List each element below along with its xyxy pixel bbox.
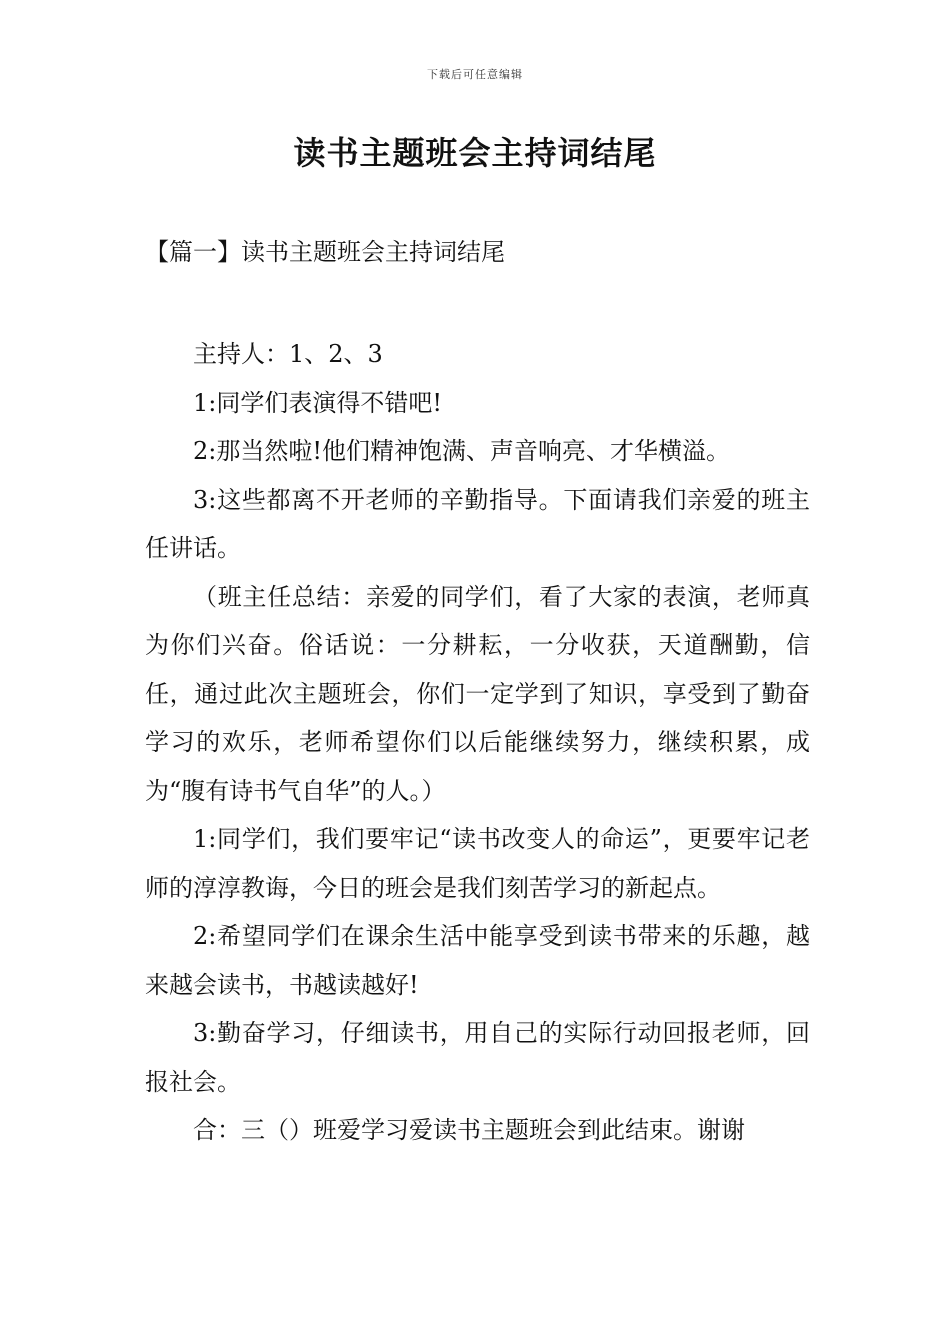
paragraph: （班主任总结：亲爱的同学们，看了大家的表演，老师真为你们兴奋。俗话说：一分耕耘，一分收获，天道酬勤，信任，通过此次主题班会，你们一定学到了知识，享受到了勤奋学习的欢乐，老师希望你们以后能继续努力，继续积累，成为“腹有诗书气自华”的人。） bbox=[145, 582, 810, 805]
document-body bbox=[145, 330, 810, 1155]
paragraph: 合：三（）班爱学习爱读书主题班会到此结束。谢谢 bbox=[193, 1116, 745, 1144]
section-heading: 【篇一】读书主题班会主持词结尾 bbox=[145, 238, 505, 266]
paragraph: 1:同学们，我们要牢记“读书改变人的命运”，更要牢记老师的淳淳教诲，今日的班会是我们刻苦学习的新起点。 bbox=[145, 825, 810, 902]
paragraph: 3:这些都离不开老师的辛勤指导。下面请我们亲爱的班主任讲话。 bbox=[145, 485, 810, 562]
paragraph: 1:同学们表演得不错吧! bbox=[193, 388, 442, 417]
header-note: 下载后可任意编辑 bbox=[427, 68, 523, 81]
paragraph: 主持人：1、2、3 bbox=[193, 340, 383, 368]
paragraph: 3:勤奋学习，仔细读书，用自己的实际行动回报老师，回报社会。 bbox=[145, 1019, 810, 1096]
paragraph: 2:那当然啦!他们精神饱满、声音响亮、才华横溢。 bbox=[193, 437, 730, 465]
document-title: 读书主题班会主持词结尾 bbox=[293, 134, 657, 172]
paragraph: 2:希望同学们在课余生活中能享受到读书带来的乐趣，越来越会读书，书越读越好! bbox=[145, 922, 810, 999]
